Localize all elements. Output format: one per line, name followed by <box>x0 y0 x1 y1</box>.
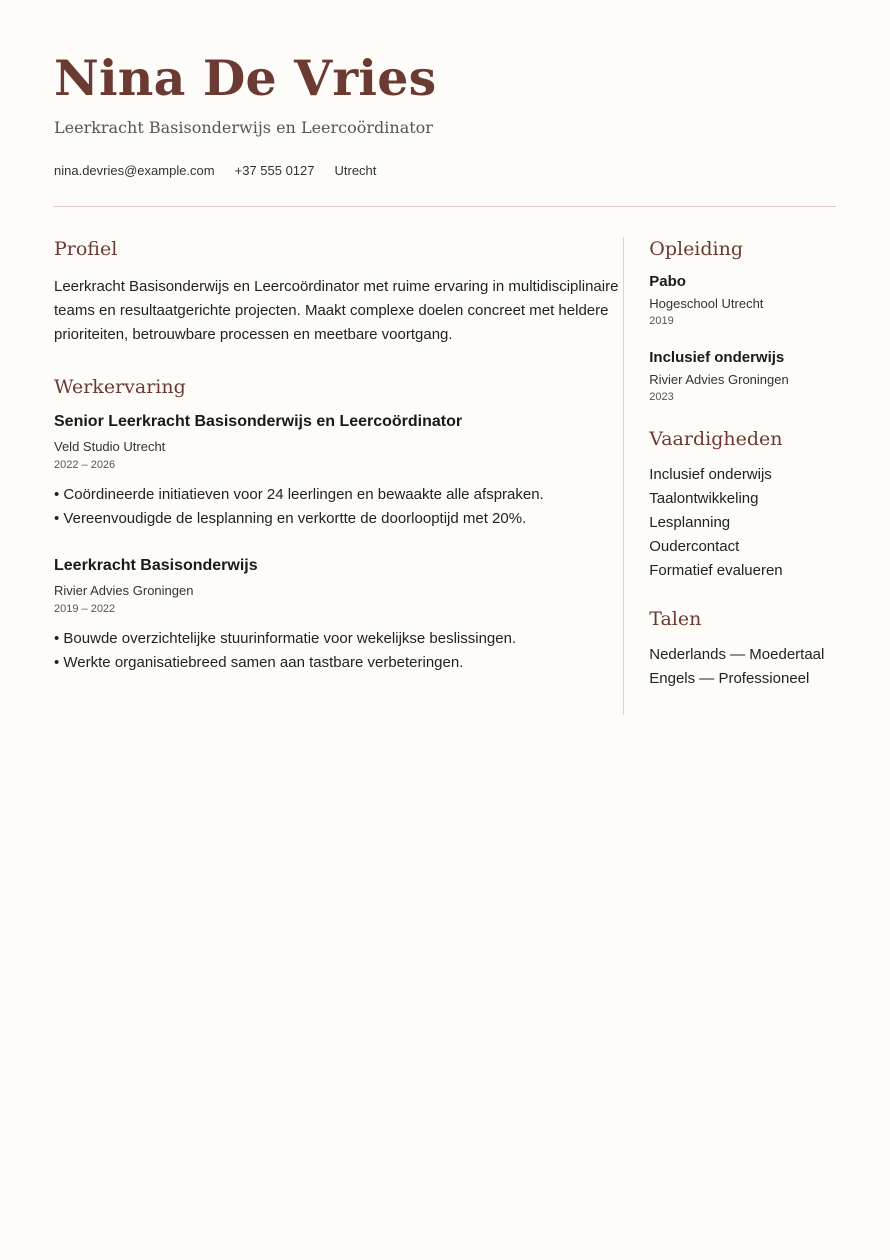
job-entry <box>54 413 623 531</box>
education-entry <box>649 349 836 403</box>
job-bullet: • Coördineerde initiatieven voor 24 leerlingen en bewaakte alle afspraken. <box>54 486 544 503</box>
experience-heading: Werkervaring <box>54 376 186 398</box>
job-title: Senior Leerkracht Basisonderwijs en Leercoördinator <box>54 413 463 430</box>
skill-item: Taalontwikkeling <box>649 490 759 507</box>
job-entry <box>54 557 623 675</box>
languages-section <box>649 607 836 691</box>
job-dates: 2022 – 2026 <box>54 459 116 471</box>
language-item: Nederlands — Moedertaal <box>649 646 825 663</box>
education-institution: Rivier Advies Groningen <box>649 372 789 387</box>
job-organization: Veld Studio Utrecht <box>54 439 166 454</box>
education-entry <box>649 273 836 327</box>
job-title: Leerkracht Basisonderwijs <box>54 557 258 574</box>
job-bullet: • Vereenvoudigde de lesplanning en verkortte de doorlooptijd met 20%. <box>54 510 527 527</box>
content-columns <box>54 237 836 715</box>
job-organization: Rivier Advies Groningen <box>54 583 194 598</box>
contact-email[interactable]: nina.devries@example.com <box>54 163 215 178</box>
job-bullets <box>54 483 623 531</box>
language-item: Engels — Professioneel <box>649 670 810 687</box>
skills-section <box>649 427 836 583</box>
profile-heading: Profiel <box>54 238 118 260</box>
skill-item: Oudercontact <box>649 538 740 555</box>
education-title: Inclusief onderwijs <box>649 349 785 366</box>
education-section <box>649 237 836 403</box>
skill-item: Inclusief onderwijs <box>649 466 772 483</box>
profile-text: Leerkracht Basisonderwijs en Leercoördinator met ruime ervaring in multidisciplinaire teams en resultaatgerichte projecten. Maakt complexe doelen concreet met heldere prioriteiten, betrouwbare processen en meetbare voortgang. <box>54 278 619 343</box>
job-bullet: • Werkte organisatiebreed samen aan tastbare verbeteringen. <box>54 654 464 671</box>
education-year: 2023 <box>649 391 674 403</box>
skill-item: Lesplanning <box>649 514 731 531</box>
education-title: Pabo <box>649 273 686 290</box>
skills-heading: Vaardigheden <box>649 428 783 450</box>
job-subtitle: Leerkracht Basisonderwijs en Leercoördinator <box>54 118 433 137</box>
job-bullets <box>54 627 623 675</box>
education-heading: Opleiding <box>649 238 744 260</box>
education-year: 2019 <box>649 315 674 327</box>
main-column <box>54 237 623 715</box>
contact-city: Utrecht <box>334 163 377 178</box>
education-institution: Hogeschool Utrecht <box>649 296 764 311</box>
contact-row <box>54 163 836 178</box>
candidate-name: Nina De Vries <box>54 49 437 107</box>
job-dates: 2019 – 2022 <box>54 603 116 615</box>
header-divider <box>54 206 836 207</box>
job-bullet: • Bouwde overzichtelijke stuurinformatie voor wekelijkse beslissingen. <box>54 630 517 647</box>
contact-phone[interactable]: +37 555 0127 <box>234 163 315 178</box>
languages-heading: Talen <box>649 608 702 630</box>
sidebar-column <box>624 237 836 715</box>
skill-item: Formatief evalueren <box>649 562 783 579</box>
